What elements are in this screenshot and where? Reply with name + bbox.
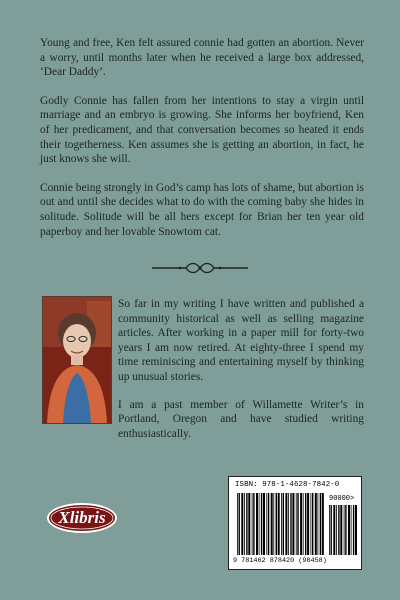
author-photo [42, 296, 112, 424]
barcode-main-bars [237, 493, 325, 555]
author-bio [118, 297, 364, 454]
isbn-label: ISBN: 978-1-4628-7842-0 [235, 481, 340, 489]
xlibris-logo-text: Xlibris [58, 508, 106, 527]
barcode-panel [228, 476, 362, 570]
blurb-paragraph-3: Connie being strongly in God’s camp has lots of shame, but abortion is out and until she decides what to do with the coming baby she hides in solitude. Solitude will be all hers except for Brian her ten year old paperboy and her lovable Snowtom cat. [40, 181, 364, 238]
barcode-addon-bars [329, 505, 357, 555]
price-code: 90000> [329, 495, 355, 503]
bio-paragraph-1: So far in my writing I have written and published a community historical as well as selling magazine articles. After working in a paper mill for forty-two years I am now retired. At eighty-three I spend my time reminiscing and entertaining myself by thinking up unusual stories. [118, 298, 364, 383]
bio-paragraph-2: I am a past member of Willamette Writer’s in Portland, Oregon and have studied writing enthusiastically. [118, 398, 364, 440]
xlibris-logo [46, 502, 118, 534]
barcode-digits: 9 781462 878420 (98458) [233, 557, 327, 565]
blurb-paragraph-1: Young and free, Ken felt assured connie had gotten an abortion. Never a worry, until months later when he received a large box addressed, ‘Dear Daddy’. [40, 37, 364, 79]
ornament-divider-icon [150, 262, 250, 274]
back-cover-blurb [40, 36, 364, 253]
blurb-paragraph-2: Godly Connie has fallen from her intentions to stay a virgin until marriage and an embryo is growing. She informs her boyfriend, Ken of her predicament, and that conversation becomes so heated it ends their togetherness. Ken assumes she is getting an abortion, in fact, he just knows she will. [40, 94, 364, 166]
